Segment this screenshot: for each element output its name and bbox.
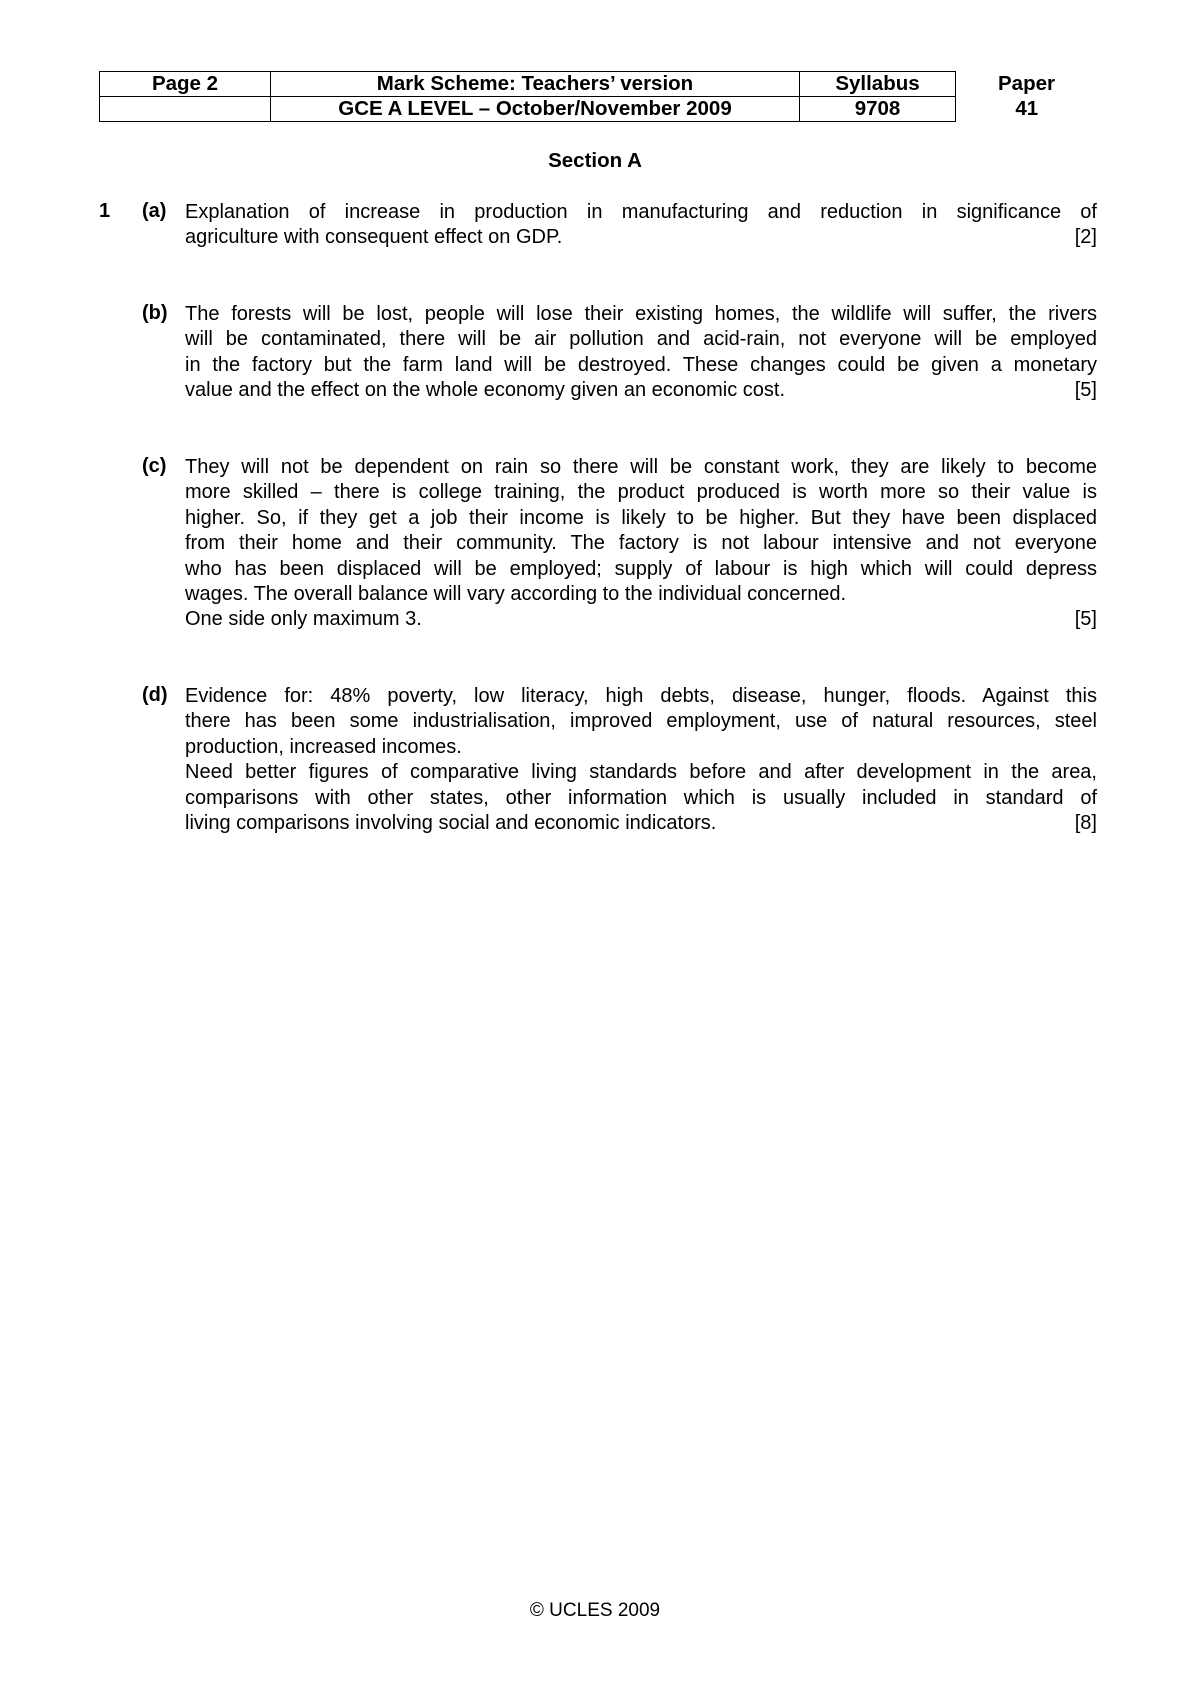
header-page: Page 2 (100, 72, 271, 97)
part-c-line-7: One side only maximum 3. (185, 608, 422, 631)
part-c-line-2: more skilled – there is college training, the product produced is worth more so their value is (185, 481, 1097, 504)
part-d-line-3: production, increased incomes. (185, 735, 462, 758)
part-d-text (185, 684, 1097, 836)
section-title: Section A (548, 149, 642, 172)
part-b-line-2: will be contaminated, there will be air pollution and acid-rain, not everyone will be employed (185, 328, 1097, 351)
part-c-line-4: from their home and their community. The factory is not labour intensive and not everyone (185, 532, 1097, 555)
part-d-line-5: comparisons with other states, other information which is usually included in standard of (185, 786, 1097, 809)
part-a-text (185, 200, 1097, 251)
part-c-line-1: They will not be dependent on rain so there will be constant work, they are likely to become (185, 456, 1097, 478)
part-b-last-line (185, 378, 1097, 403)
part-d-line-1: Evidence for: 48% poverty, low literacy, high debts, disease, hunger, floods. Against this (185, 685, 1097, 707)
part-c-marks: [5] (1074, 608, 1097, 631)
header-paper-number: 41 (1015, 97, 1039, 120)
part-b-line-4: value and the effect on the whole economy given an economic cost. (185, 379, 786, 402)
part-c-text (185, 455, 1097, 633)
part-a-marks: [2] (1074, 226, 1097, 249)
part-a-line-1: Explanation of increase in production in manufacturing and reduction in significance of (185, 201, 1097, 223)
part-c-line-6: wages. The overall balance will vary according to the individual concerned. (185, 583, 847, 606)
part-b-marks: [5] (1074, 379, 1097, 402)
part-b-text (185, 302, 1097, 404)
part-a-last-line (185, 225, 1097, 250)
header-title: Mark Scheme: Teachers’ version (271, 72, 800, 97)
header-syllabus-code: 9708 (800, 97, 956, 122)
part-c-line-5: who has been displaced will be employed; supply of labour is high which will could depress (185, 557, 1097, 580)
part-a-label: (a) (142, 200, 167, 222)
part-b-line-3: in the factory but the farm land will be destroyed. These changes could be given a monetary (185, 353, 1097, 376)
part-d-line-6: living comparisons involving social and economic indicators. (185, 812, 717, 835)
header-table (99, 71, 1098, 122)
header-exam: GCE A LEVEL – October/November 2009 (271, 97, 800, 122)
question-number: 1 (99, 200, 111, 222)
part-b-line-1: The forests will be lost, people will lose their existing homes, the wildlife will suffer, the rivers (185, 303, 1097, 325)
part-a-line-2: agriculture with consequent effect on GDP. (185, 226, 563, 249)
header-blank-cell (100, 97, 271, 122)
part-d-line-2: there has been some industrialisation, improved employment, use of natural resources, steel (185, 710, 1097, 733)
part-c-label: (c) (142, 455, 167, 477)
footer-copyright: © UCLES 2009 (529, 1600, 661, 1621)
header-paper-label: Paper (998, 72, 1055, 95)
header-syllabus-label: Syllabus (800, 72, 956, 97)
part-c-last-line (185, 607, 1097, 632)
part-b-label: (b) (142, 302, 168, 324)
part-d-label: (d) (142, 684, 168, 706)
part-d-marks: [8] (1074, 812, 1097, 835)
part-d-last-line (185, 811, 1097, 836)
part-d-line-4: Need better figures of comparative living standards before and after development in the area, (185, 761, 1097, 784)
part-c-line-3: higher. So, if they get a job their income is likely to be higher. But they have been displaced (185, 506, 1097, 529)
